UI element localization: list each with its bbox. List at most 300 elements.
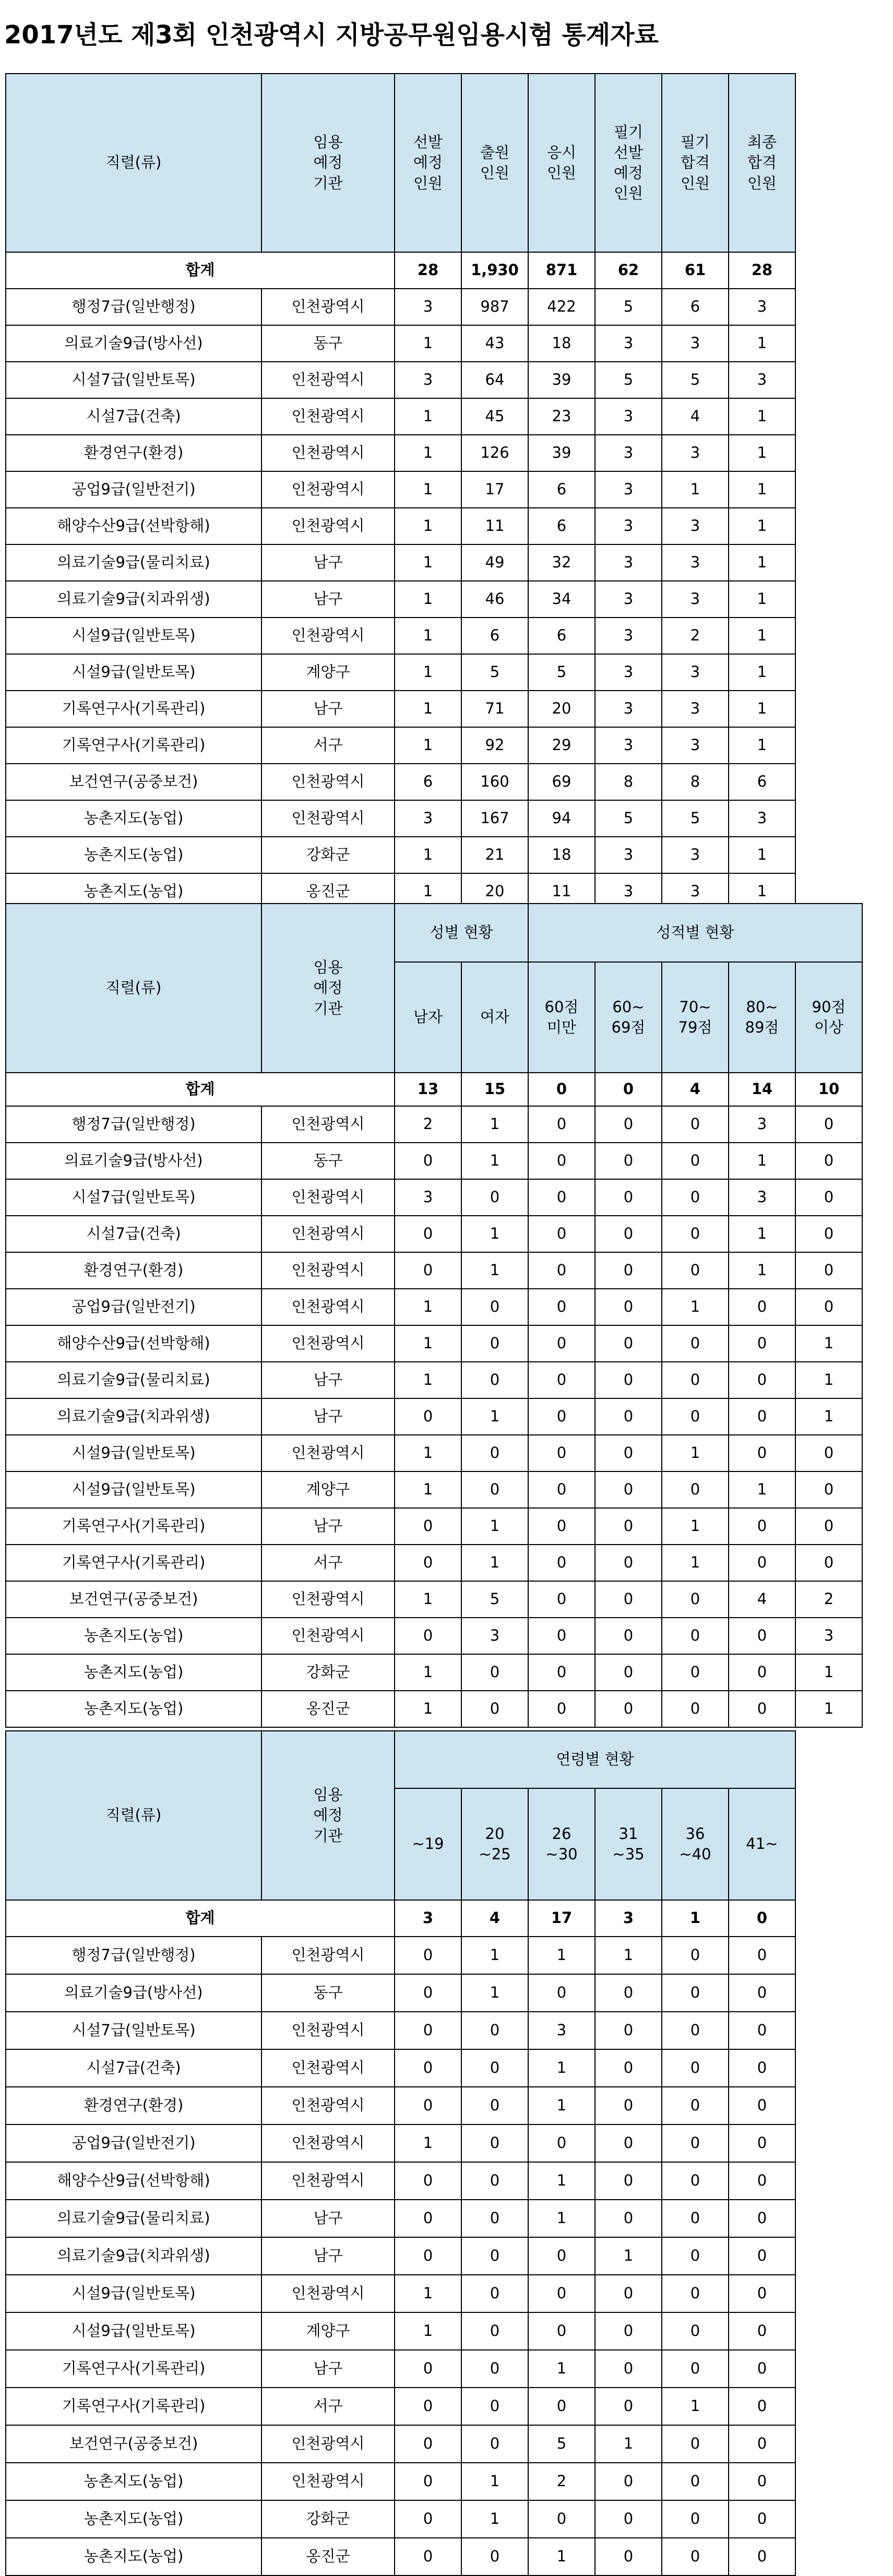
- value-cell: 1: [461, 1252, 528, 1289]
- value-cell: 0: [461, 1691, 528, 1727]
- agency-cell: 동구: [261, 325, 395, 362]
- value-cell: 1: [528, 2162, 595, 2200]
- value-cell: 0: [595, 1398, 662, 1435]
- value-cell: 0: [461, 2200, 528, 2237]
- grade-cell: 해양수산9급(선박항해): [6, 1325, 261, 1362]
- value-cell: 1: [461, 2500, 528, 2538]
- total-cell: 1,930: [461, 252, 528, 289]
- value-cell: 0: [729, 1398, 795, 1435]
- value-cell: 0: [595, 1435, 662, 1471]
- value-cell: 1: [595, 2425, 662, 2463]
- agency-cell: 인천광역시: [261, 2275, 395, 2312]
- value-cell: 0: [528, 1325, 595, 1362]
- value-cell: 0: [528, 2124, 595, 2162]
- value-cell: 0: [595, 1179, 662, 1216]
- value-cell: 1: [595, 1937, 662, 1974]
- value-cell: 3: [662, 544, 729, 581]
- column-header-agency: 임용 예정 기관: [261, 74, 395, 252]
- value-cell: 0: [795, 1508, 862, 1545]
- value-cell: 0: [528, 1545, 595, 1581]
- value-cell: 0: [662, 1654, 729, 1691]
- value-cell: 0: [595, 1106, 662, 1143]
- value-cell: 3: [729, 1106, 795, 1143]
- table-row: [6, 2124, 795, 2162]
- value-cell: 0: [729, 2124, 795, 2162]
- value-cell: 0: [595, 2012, 662, 2049]
- value-cell: 0: [528, 1654, 595, 1691]
- value-cell: 1: [662, 1289, 729, 1325]
- table-row: [6, 1398, 862, 1435]
- value-cell: 0: [528, 1179, 595, 1216]
- grade-cell: 농촌지도(농업): [6, 1618, 261, 1654]
- agency-cell: 인천광역시: [261, 2162, 395, 2200]
- table-row: [6, 1362, 862, 1398]
- agency-cell: 인천광역시: [261, 1435, 395, 1471]
- value-cell: 1: [729, 1143, 795, 1179]
- value-cell: 1: [662, 1545, 729, 1581]
- table-row: [6, 1691, 862, 1727]
- value-cell: 3: [662, 654, 729, 691]
- value-cell: 0: [662, 1143, 729, 1179]
- value-cell: 0: [795, 1106, 862, 1143]
- table-row: [6, 1545, 862, 1581]
- value-cell: 0: [395, 2350, 461, 2388]
- header-row: [6, 74, 795, 252]
- value-cell: 0: [662, 1974, 729, 2012]
- agency-cell: 인천광역시: [261, 289, 395, 325]
- grade-cell: 시설7급(일반토목): [6, 1179, 261, 1216]
- value-cell: 1: [528, 2087, 595, 2124]
- value-cell: 3: [662, 325, 729, 362]
- table-row: [6, 654, 795, 691]
- grade-cell: 시설9급(일반토목): [6, 1435, 261, 1471]
- agency-cell: 계양구: [261, 2312, 395, 2350]
- table-row: [6, 1106, 862, 1143]
- value-cell: 0: [528, 1362, 595, 1398]
- value-cell: 0: [729, 1654, 795, 1691]
- agency-cell: 인천광역시: [261, 362, 395, 398]
- value-cell: 6: [528, 471, 595, 508]
- value-cell: 3: [662, 581, 729, 618]
- total-label: 합계: [6, 1900, 395, 1937]
- table-row: [6, 2312, 795, 2350]
- value-cell: 3: [662, 873, 729, 910]
- agency-cell: 인천광역시: [261, 508, 395, 544]
- value-cell: 0: [595, 1325, 662, 1362]
- value-cell: 0: [395, 1937, 461, 1974]
- agency-cell: 남구: [261, 1398, 395, 1435]
- agency-cell: 계양구: [261, 1471, 395, 1508]
- column-header: 90점 이상: [795, 962, 862, 1073]
- total-cell: 0: [729, 1900, 795, 1937]
- grade-cell: 행정7급(일반행정): [6, 289, 261, 325]
- value-cell: 0: [795, 1471, 862, 1508]
- value-cell: 0: [662, 2012, 729, 2049]
- grade-cell: 기록연구사(기록관리): [6, 1545, 261, 1581]
- value-cell: 0: [729, 2312, 795, 2350]
- table-row: [6, 764, 795, 800]
- value-cell: 29: [528, 727, 595, 764]
- value-cell: 1: [729, 654, 795, 691]
- grade-cell: 환경연구(환경): [6, 1252, 261, 1289]
- value-cell: 0: [395, 1252, 461, 1289]
- value-cell: 3: [595, 325, 662, 362]
- value-cell: 0: [528, 2275, 595, 2312]
- value-cell: 1: [729, 435, 795, 471]
- agency-cell: 인천광역시: [261, 1216, 395, 1252]
- group-header-gender: 성별 현황: [395, 904, 528, 962]
- value-cell: 0: [395, 1143, 461, 1179]
- value-cell: 0: [729, 1325, 795, 1362]
- column-header-agency: 임용 예정 기관: [261, 1731, 395, 1900]
- value-cell: 1: [729, 873, 795, 910]
- value-cell: 0: [662, 2124, 729, 2162]
- value-cell: 3: [662, 727, 729, 764]
- value-cell: 0: [662, 2463, 729, 2500]
- table-row: [6, 1143, 862, 1179]
- header-group-row: [6, 904, 862, 962]
- value-cell: 1: [729, 691, 795, 727]
- value-cell: 0: [729, 2200, 795, 2237]
- value-cell: 3: [595, 508, 662, 544]
- grade-cell: 기록연구사(기록관리): [6, 691, 261, 727]
- group-header-age: 연령별 현황: [395, 1731, 795, 1788]
- column-header: 필기 합격 인원: [662, 74, 729, 252]
- table-row: [6, 800, 795, 837]
- value-cell: 3: [528, 2012, 595, 2049]
- total-row: [6, 1073, 862, 1106]
- value-cell: 0: [595, 1362, 662, 1398]
- table-row: [6, 1974, 795, 2012]
- value-cell: 0: [729, 2350, 795, 2388]
- value-cell: 1: [395, 1691, 461, 1727]
- value-cell: 3: [395, 362, 461, 398]
- value-cell: 0: [395, 1618, 461, 1654]
- value-cell: 4: [662, 398, 729, 435]
- value-cell: 0: [461, 2388, 528, 2425]
- value-cell: 3: [595, 873, 662, 910]
- table-row: [6, 2500, 795, 2538]
- grade-cell: 의료기술9급(물리치료): [6, 544, 261, 581]
- value-cell: 0: [729, 2463, 795, 2500]
- value-cell: 11: [528, 873, 595, 910]
- grade-cell: 의료기술9급(치과위생): [6, 2237, 261, 2275]
- value-cell: 0: [528, 1289, 595, 1325]
- total-label: 합계: [6, 252, 395, 289]
- value-cell: 0: [662, 2087, 729, 2124]
- value-cell: 2: [395, 1106, 461, 1143]
- value-cell: 0: [461, 2237, 528, 2275]
- value-cell: 0: [595, 2275, 662, 2312]
- value-cell: 1: [461, 1398, 528, 1435]
- value-cell: 11: [461, 508, 528, 544]
- value-cell: 0: [528, 1691, 595, 1727]
- total-cell: 0: [595, 1073, 662, 1106]
- column-header: 여자: [461, 962, 528, 1073]
- agency-cell: 남구: [261, 2200, 395, 2237]
- value-cell: 0: [395, 2237, 461, 2275]
- table-row: [6, 289, 795, 325]
- value-cell: 0: [395, 1974, 461, 2012]
- value-cell: 39: [528, 362, 595, 398]
- value-cell: 1: [729, 544, 795, 581]
- value-cell: 0: [528, 1216, 595, 1252]
- value-cell: 0: [662, 2500, 729, 2538]
- value-cell: 0: [662, 1106, 729, 1143]
- total-cell: 1: [662, 1900, 729, 1937]
- value-cell: 3: [595, 618, 662, 654]
- value-cell: 94: [528, 800, 595, 837]
- agency-cell: 인천광역시: [261, 1937, 395, 1974]
- value-cell: 0: [528, 1974, 595, 2012]
- value-cell: 1: [729, 398, 795, 435]
- total-cell: 10: [795, 1073, 862, 1106]
- grade-cell: 시설7급(건축): [6, 1216, 261, 1252]
- value-cell: 0: [595, 2049, 662, 2087]
- value-cell: 46: [461, 581, 528, 618]
- value-cell: 3: [395, 1179, 461, 1216]
- value-cell: 5: [528, 654, 595, 691]
- table-row: [6, 1581, 862, 1618]
- value-cell: 0: [595, 2312, 662, 2350]
- column-header: 남자: [395, 962, 461, 1073]
- value-cell: 8: [662, 764, 729, 800]
- agency-cell: 남구: [261, 2350, 395, 2388]
- gender-score-stats-table: [5, 903, 863, 1728]
- value-cell: 0: [461, 2275, 528, 2312]
- table-row: [6, 1618, 862, 1654]
- value-cell: 0: [662, 2162, 729, 2200]
- grade-cell: 시설9급(일반토목): [6, 2312, 261, 2350]
- value-cell: 1: [395, 1581, 461, 1618]
- value-cell: 0: [729, 2237, 795, 2275]
- value-cell: 1: [395, 727, 461, 764]
- grade-cell: 의료기술9급(방사선): [6, 1143, 261, 1179]
- value-cell: 3: [662, 691, 729, 727]
- table-row: [6, 691, 795, 727]
- value-cell: 0: [662, 2049, 729, 2087]
- value-cell: 18: [528, 837, 595, 873]
- value-cell: 3: [729, 800, 795, 837]
- value-cell: 0: [461, 1654, 528, 1691]
- grade-cell: 시설9급(일반토목): [6, 1471, 261, 1508]
- column-header: 26 ~30: [528, 1788, 595, 1900]
- value-cell: 0: [662, 1471, 729, 1508]
- table-row: [6, 2388, 795, 2425]
- value-cell: 0: [662, 2350, 729, 2388]
- value-cell: 1: [795, 1362, 862, 1398]
- value-cell: 2: [795, 1581, 862, 1618]
- value-cell: 1: [395, 1362, 461, 1398]
- value-cell: 1: [461, 1974, 528, 2012]
- value-cell: 0: [795, 1179, 862, 1216]
- value-cell: 0: [795, 1252, 862, 1289]
- agency-cell: 인천광역시: [261, 800, 395, 837]
- value-cell: 43: [461, 325, 528, 362]
- value-cell: 1: [395, 1325, 461, 1362]
- grade-cell: 의료기술9급(방사선): [6, 325, 261, 362]
- value-cell: 6: [528, 618, 595, 654]
- value-cell: 0: [595, 1143, 662, 1179]
- value-cell: 23: [528, 398, 595, 435]
- value-cell: 3: [595, 398, 662, 435]
- value-cell: 0: [395, 1398, 461, 1435]
- value-cell: 0: [729, 1545, 795, 1581]
- value-cell: 0: [595, 1289, 662, 1325]
- grade-cell: 공업9급(일반전기): [6, 1289, 261, 1325]
- value-cell: 0: [528, 2312, 595, 2350]
- table-row: [6, 1937, 795, 1974]
- agency-cell: 인천광역시: [261, 2049, 395, 2087]
- value-cell: 0: [395, 2012, 461, 2049]
- value-cell: 0: [595, 1691, 662, 1727]
- agency-cell: 서구: [261, 727, 395, 764]
- value-cell: 1: [395, 398, 461, 435]
- value-cell: 34: [528, 581, 595, 618]
- value-cell: 0: [528, 2500, 595, 2538]
- value-cell: 1: [461, 1216, 528, 1252]
- value-cell: 0: [729, 1618, 795, 1654]
- column-header: 최종 합격 인원: [729, 74, 795, 252]
- value-cell: 0: [528, 1618, 595, 1654]
- value-cell: 126: [461, 435, 528, 471]
- grade-cell: 농촌지도(농업): [6, 2463, 261, 2500]
- column-header: 41~: [729, 1788, 795, 1900]
- grade-cell: 보건연구(공중보건): [6, 1581, 261, 1618]
- value-cell: 0: [729, 2162, 795, 2200]
- value-cell: 1: [795, 1654, 862, 1691]
- value-cell: 0: [528, 1508, 595, 1545]
- value-cell: 1: [729, 325, 795, 362]
- value-cell: 17: [461, 471, 528, 508]
- total-row: [6, 1900, 795, 1937]
- table-row: [6, 2425, 795, 2463]
- table-row: [6, 2275, 795, 2312]
- grade-cell: 의료기술9급(방사선): [6, 1974, 261, 2012]
- table-row: [6, 1216, 862, 1252]
- value-cell: 1: [795, 1398, 862, 1435]
- value-cell: 0: [595, 2124, 662, 2162]
- value-cell: 0: [461, 1325, 528, 1362]
- value-cell: 0: [395, 2538, 461, 2575]
- value-cell: 0: [662, 1398, 729, 1435]
- value-cell: 0: [729, 1362, 795, 1398]
- value-cell: 0: [395, 2049, 461, 2087]
- value-cell: 0: [461, 2124, 528, 2162]
- value-cell: 0: [528, 2388, 595, 2425]
- grade-cell: 시설7급(건축): [6, 398, 261, 435]
- value-cell: 0: [395, 1216, 461, 1252]
- grade-cell: 기록연구사(기록관리): [6, 727, 261, 764]
- value-cell: 0: [461, 2312, 528, 2350]
- table-row: [6, 2350, 795, 2388]
- value-cell: 0: [595, 1471, 662, 1508]
- value-cell: 21: [461, 837, 528, 873]
- value-cell: 1: [729, 581, 795, 618]
- value-cell: 0: [395, 1508, 461, 1545]
- grade-cell: 농촌지도(농업): [6, 800, 261, 837]
- grade-cell: 공업9급(일반전기): [6, 2124, 261, 2162]
- agency-cell: 강화군: [261, 1654, 395, 1691]
- value-cell: 4: [729, 1581, 795, 1618]
- column-header: 출원 인원: [461, 74, 528, 252]
- value-cell: 0: [395, 2162, 461, 2200]
- value-cell: 3: [729, 289, 795, 325]
- value-cell: 1: [528, 2538, 595, 2575]
- column-header: 31 ~35: [595, 1788, 662, 1900]
- table-row: [6, 581, 795, 618]
- value-cell: 8: [595, 764, 662, 800]
- agency-cell: 인천광역시: [261, 2012, 395, 2049]
- column-header-grade: 직렬(류): [6, 74, 261, 252]
- value-cell: 1: [729, 837, 795, 873]
- value-cell: 0: [595, 2388, 662, 2425]
- agency-cell: 인천광역시: [261, 1325, 395, 1362]
- value-cell: 64: [461, 362, 528, 398]
- value-cell: 0: [662, 2200, 729, 2237]
- table-row: [6, 2012, 795, 2049]
- value-cell: 0: [595, 2350, 662, 2388]
- value-cell: 0: [595, 1216, 662, 1252]
- value-cell: 0: [528, 1471, 595, 1508]
- value-cell: 0: [662, 2425, 729, 2463]
- grade-cell: 농촌지도(농업): [6, 2538, 261, 2575]
- value-cell: 3: [395, 289, 461, 325]
- value-cell: 0: [729, 1974, 795, 2012]
- value-cell: 1: [461, 1106, 528, 1143]
- value-cell: 0: [662, 1216, 729, 1252]
- agency-cell: 옹진군: [261, 2538, 395, 2575]
- value-cell: 1: [395, 654, 461, 691]
- total-cell: 3: [595, 1900, 662, 1937]
- value-cell: 0: [461, 1289, 528, 1325]
- value-cell: 0: [795, 1289, 862, 1325]
- value-cell: 6: [729, 764, 795, 800]
- value-cell: 422: [528, 289, 595, 325]
- agency-cell: 인천광역시: [261, 471, 395, 508]
- value-cell: 0: [395, 2388, 461, 2425]
- agency-cell: 서구: [261, 2388, 395, 2425]
- value-cell: 3: [729, 1179, 795, 1216]
- column-header-grade: 직렬(류): [6, 904, 261, 1073]
- value-cell: 0: [662, 1581, 729, 1618]
- total-row: [6, 252, 795, 289]
- value-cell: 1: [729, 618, 795, 654]
- value-cell: 0: [795, 1216, 862, 1252]
- table-row: [6, 1471, 862, 1508]
- total-label: 합계: [6, 1073, 395, 1106]
- grade-cell: 농촌지도(농업): [6, 1654, 261, 1691]
- value-cell: 69: [528, 764, 595, 800]
- table-row: [6, 2237, 795, 2275]
- value-cell: 1: [395, 2124, 461, 2162]
- value-cell: 0: [395, 2425, 461, 2463]
- table-row: [6, 2200, 795, 2237]
- table-row: [6, 325, 795, 362]
- grade-cell: 보건연구(공중보건): [6, 2425, 261, 2463]
- grade-cell: 농촌지도(농업): [6, 2500, 261, 2538]
- grade-cell: 행정7급(일반행정): [6, 1106, 261, 1143]
- agency-cell: 남구: [261, 1362, 395, 1398]
- value-cell: 0: [729, 2538, 795, 2575]
- table-row: [6, 471, 795, 508]
- value-cell: 0: [395, 2087, 461, 2124]
- grade-cell: 환경연구(환경): [6, 2087, 261, 2124]
- value-cell: 0: [461, 1435, 528, 1471]
- value-cell: 0: [595, 2538, 662, 2575]
- value-cell: 0: [528, 2237, 595, 2275]
- value-cell: 1: [528, 1937, 595, 1974]
